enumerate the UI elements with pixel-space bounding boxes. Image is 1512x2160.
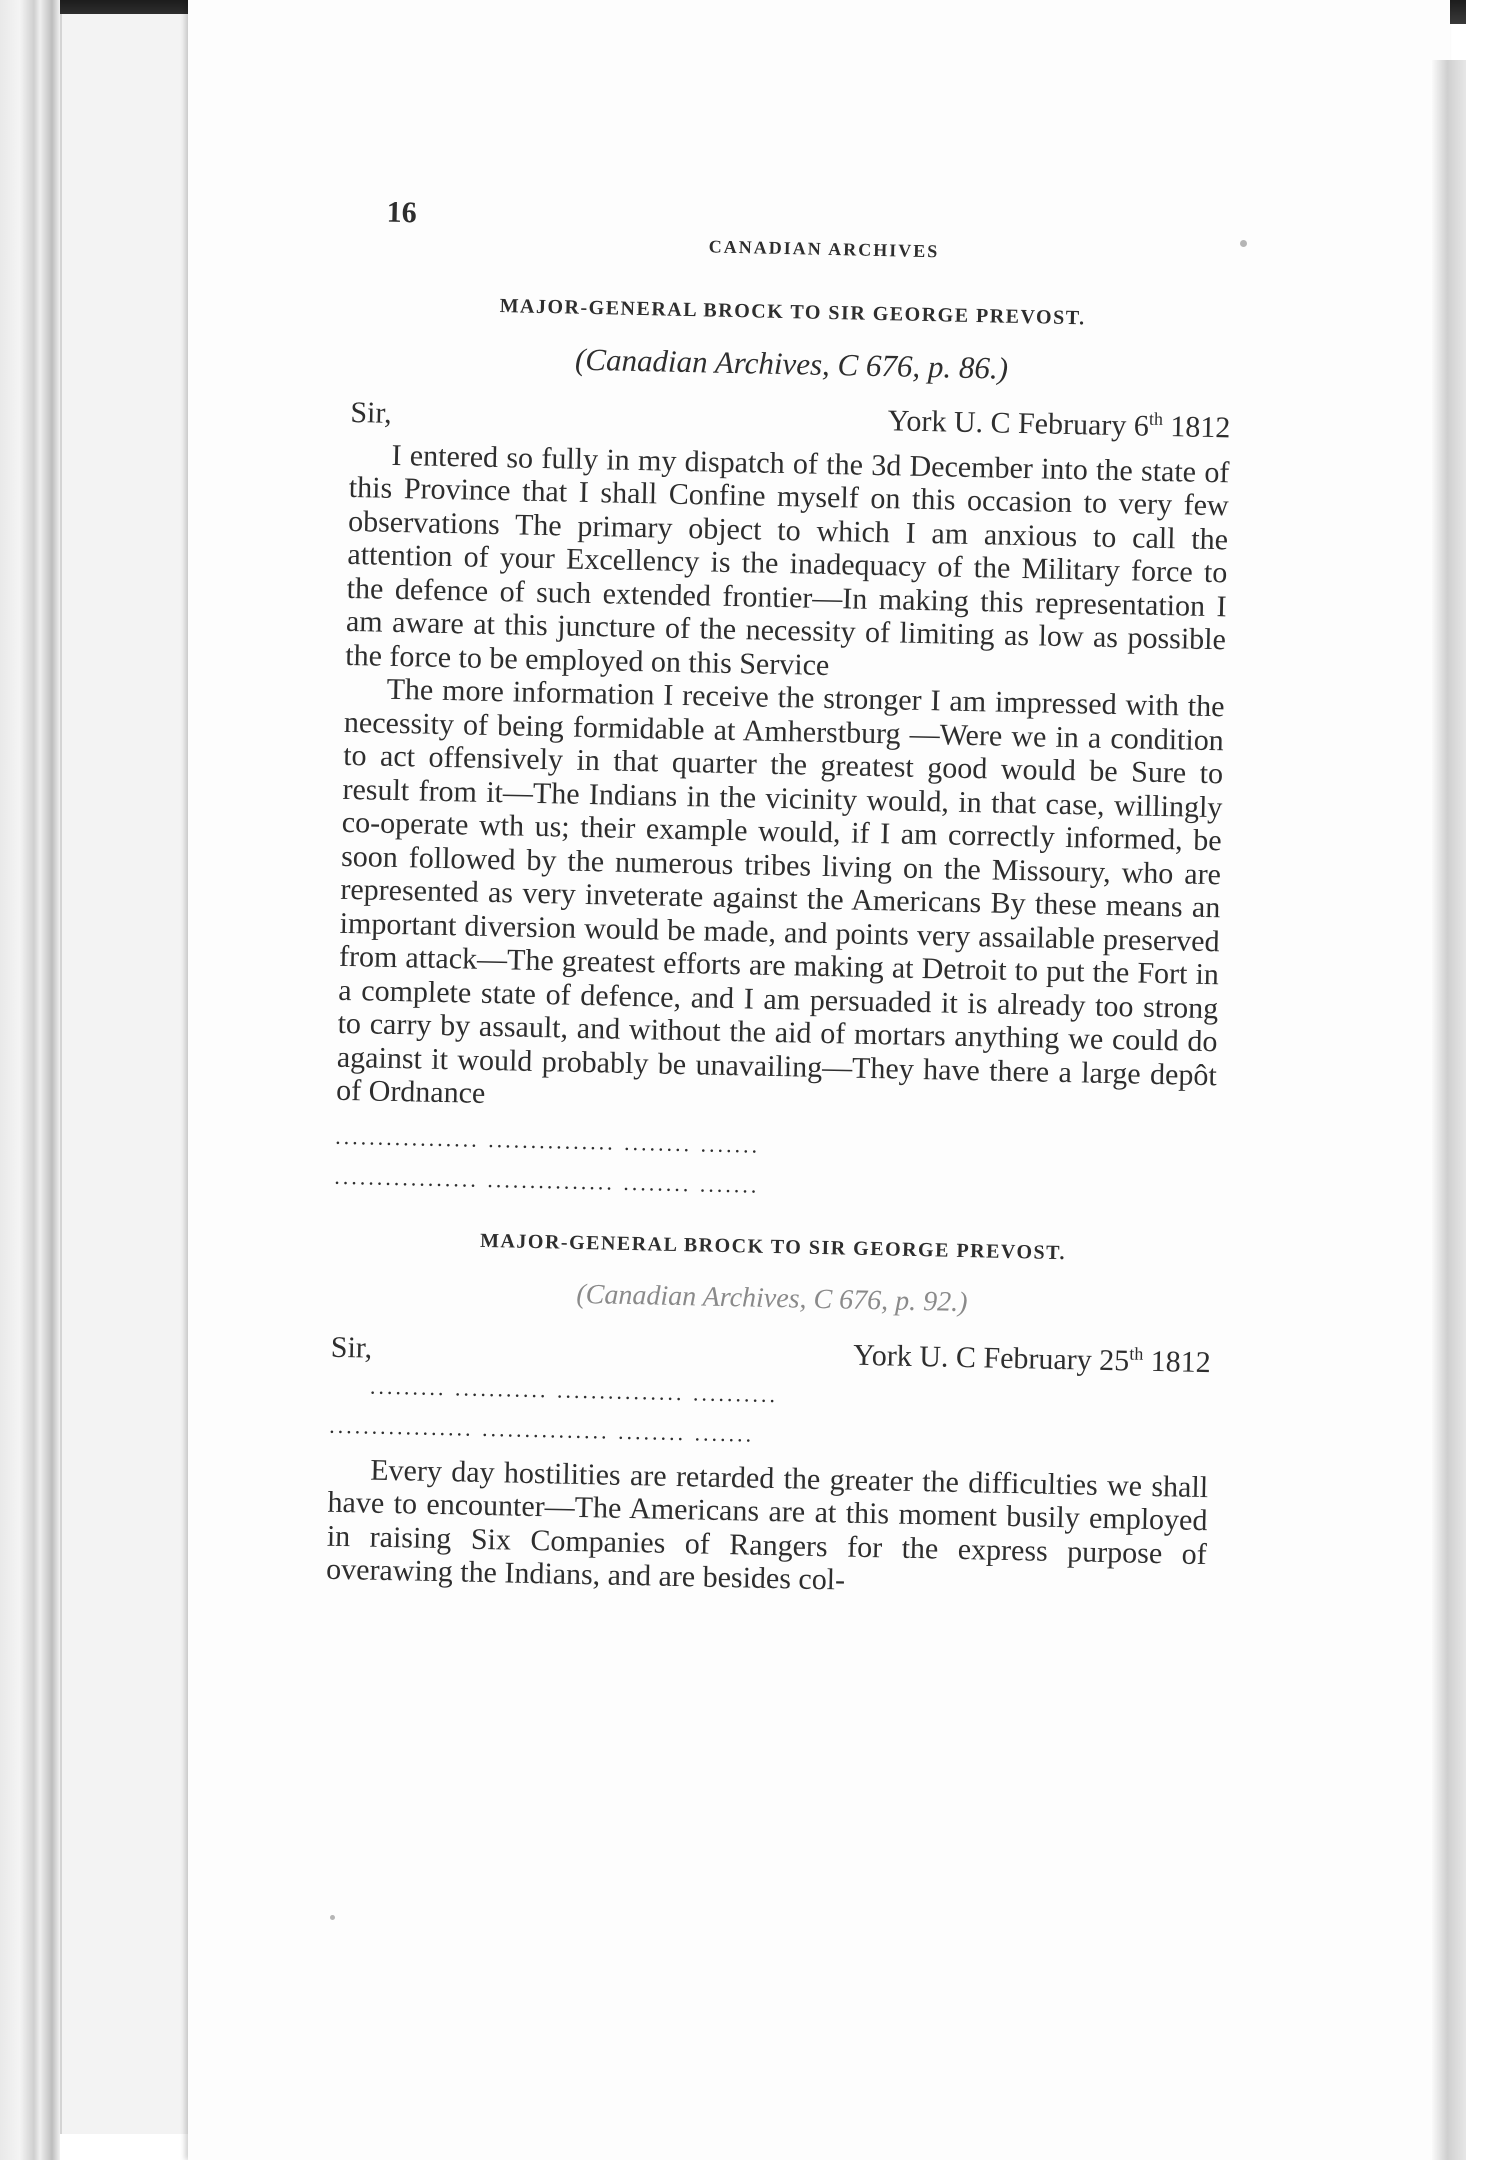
paragraph: The more information I receive the stronger I am impressed with the necessity of being formidable at Amherstburg —Were we in a condition to act offensively in that quarter the greatest good would be Sure to result from it—The Indians in the vicinity would, in that case, willingly co-operate wth us; their example would, if I am correctly informed, be soon followed by the numerous tribes living on the Missoury, who are represented as very inveterate against the Americans By these means an important diversion would be made, and points very assailable preserved from attack—The greatest efforts are making at Detroit to put the Fort in a complete state of defence, and I am persuaded it is already too strong to carry by assault, and without the aid of mortars anything we could do against it would probably be unavailing—They have there a large depôt of Ordnance (335, 672, 1225, 1110)
dateline-year: 1812 (1162, 409, 1231, 444)
dateline-place: York U. C February 6 (887, 403, 1150, 443)
letter-1 (334, 286, 1233, 1209)
ellipsis-line: ................. ............... ........ ....... (334, 1163, 760, 1198)
ellipsis-line: ................. ............... ........ ....... (328, 1412, 755, 1447)
page-content (326, 195, 1235, 1605)
dateline-ordinal: th (1148, 408, 1164, 429)
page-stack-edge (60, 14, 202, 2134)
archive-citation: (Canadian Archives, C 676, p. 86.) (574, 341, 1009, 386)
ellipsis-line: ................. ............... ........ ....... (335, 1123, 761, 1158)
ellipsis-line: ......... ........... ............... .......... (369, 1373, 779, 1407)
dateline-place: York U. C February 25 (852, 1338, 1130, 1377)
paragraph: I entered so fully in my dispatch of the 3d December into the state of this Province that I shall Confine myself on this occasion to very few observations The primary object to which I am anxious to call the attention of your Excellency is the inadequacy of the Military force to the defence of such extended frontier—In making this representation I am aware at this juncture of the necessity of limiting as low as possible the force to be employed on this Service (345, 438, 1230, 682)
letter-body (336, 437, 1230, 1125)
paragraph: Every day hostilities are retarded the greater the difficulties we shall have to encounter—The Americans are at this moment busily employed in raising Six Companies of Rangers for the express purpose of overawing the Indians, and are besides col- (325, 1453, 1209, 1597)
scan-speck (330, 1915, 335, 1920)
scan-speck (1240, 240, 1247, 247)
dateline (887, 397, 1230, 445)
letter-heading: MAJOR-GENERAL BROCK TO SIR GEORGE PREVOST. (499, 294, 1086, 329)
scan-right-margin (1466, 0, 1512, 2160)
salutation-row (331, 1320, 1212, 1378)
letter-heading: MAJOR-GENERAL BROCK TO SIR GEORGE PREVOST. (479, 1229, 1067, 1264)
dateline-year: 1812 (1142, 1344, 1212, 1379)
page-gutter-shadow (1432, 60, 1466, 2160)
archive-citation: (Canadian Archives, C 676, p. 92.) (576, 1278, 968, 1319)
salutation-row (350, 385, 1231, 443)
running-head: CANADIAN ARCHIVES (708, 236, 940, 262)
letter-body (326, 1452, 1209, 1604)
salutation: Sir, (350, 395, 393, 430)
page-number: 16 (386, 195, 417, 230)
book-spine-edge (0, 0, 60, 2160)
salutation: Sir, (330, 1330, 373, 1365)
dateline-ordinal: th (1129, 1342, 1144, 1364)
dateline (853, 1331, 1211, 1379)
letter-2 (326, 1221, 1213, 1604)
